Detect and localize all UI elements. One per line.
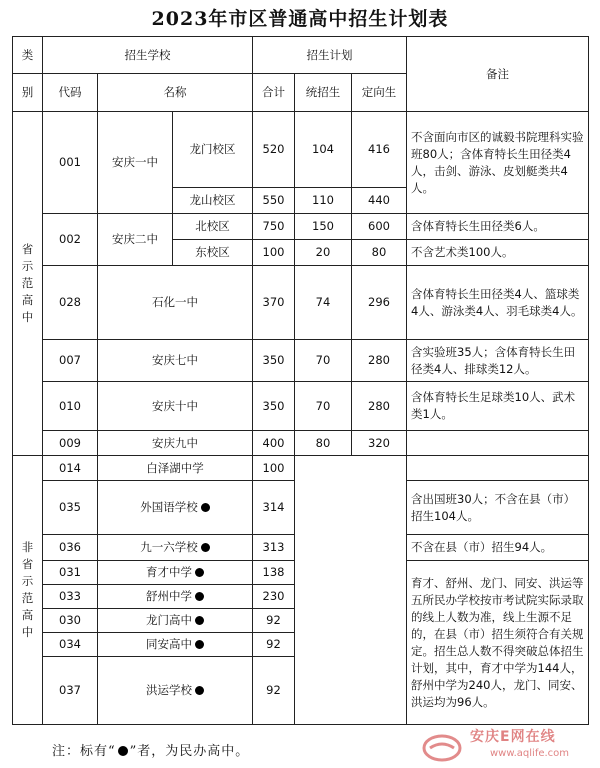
row-total: 92 — [253, 633, 295, 657]
watermark-url: www.aqlife.com — [490, 748, 570, 759]
private-school-marker-icon — [118, 746, 128, 756]
empty-plan-cell — [295, 456, 407, 725]
row-school: 同安高中 — [98, 633, 253, 657]
row-unified: 80 — [295, 431, 352, 456]
row-school: 外国语学校 — [98, 481, 253, 535]
row-code: 028 — [43, 266, 98, 340]
row-code: 009 — [43, 431, 98, 456]
row-code: 037 — [43, 657, 98, 725]
row-directed: 600 — [352, 214, 407, 240]
row-note: 含体育特长生足球类10人、武术类1人。 — [407, 382, 589, 431]
row-unified: 20 — [295, 240, 352, 266]
private-school-marker-icon — [201, 543, 210, 552]
row-school: 石化一中 — [98, 266, 253, 340]
row-code: 014 — [43, 456, 98, 481]
footnote: 注：标有“ ”者，为民办高中。 — [52, 744, 250, 759]
private-school-marker-icon — [195, 592, 204, 601]
table-row — [13, 340, 589, 382]
row-note: 含体育特长生田径类4人、篮球类4人、游泳类4人、羽毛球类4人。 — [407, 266, 589, 340]
row-note — [407, 431, 589, 456]
row-school: 育才中学 — [98, 561, 253, 585]
row-school: 安庆九中 — [98, 431, 253, 456]
row-note: 含实验班35人；含体育特长生田径类4人、排球类12人。 — [407, 340, 589, 382]
private-school-marker-icon — [195, 568, 204, 577]
row-code: 007 — [43, 340, 98, 382]
row-total: 314 — [253, 481, 295, 535]
row-note: 不含艺术类100人。 — [407, 240, 589, 266]
row-unified: 70 — [295, 340, 352, 382]
row-school: 安庆十中 — [98, 382, 253, 431]
row-code: 033 — [43, 585, 98, 609]
enrollment-plan-table — [12, 36, 589, 725]
private-school-marker-icon — [195, 616, 204, 625]
row-note: 含出国班30人；不含在县（市）招生104人。 — [407, 481, 589, 535]
row-campus: 龙山校区 — [173, 188, 253, 214]
row-code: 034 — [43, 633, 98, 657]
row-code: 035 — [43, 481, 98, 535]
row-code: 031 — [43, 561, 98, 585]
row-school: 舒州中学 — [98, 585, 253, 609]
row-unified: 104 — [295, 112, 352, 188]
private-school-marker-icon — [201, 503, 210, 512]
row-code: 036 — [43, 535, 98, 561]
header-category-bottom: 别 — [13, 74, 43, 112]
header-code: 代码 — [43, 74, 98, 112]
row-directed: 280 — [352, 382, 407, 431]
row-total: 92 — [253, 609, 295, 633]
table-row — [13, 266, 589, 340]
header-name: 名称 — [98, 74, 253, 112]
row-school: 安庆一中 — [98, 112, 173, 214]
row-total: 313 — [253, 535, 295, 561]
row-school: 龙门高中 — [98, 609, 253, 633]
private-school-marker-icon — [195, 640, 204, 649]
row-school: 安庆七中 — [98, 340, 253, 382]
row-code: 001 — [43, 112, 98, 214]
header-total: 合计 — [253, 74, 295, 112]
row-total: 138 — [253, 561, 295, 585]
row-note — [407, 456, 589, 481]
row-total: 92 — [253, 657, 295, 725]
row-total: 350 — [253, 340, 295, 382]
header-unified: 统招生 — [295, 74, 352, 112]
category-demo: 省示范高中 — [13, 112, 43, 456]
row-directed: 320 — [352, 431, 407, 456]
row-total: 100 — [253, 456, 295, 481]
row-unified: 150 — [295, 214, 352, 240]
row-total: 550 — [253, 188, 295, 214]
row-school: 安庆二中 — [98, 214, 173, 266]
table-row — [13, 112, 589, 188]
table-row — [13, 382, 589, 431]
row-school: 洪运学校 — [98, 657, 253, 725]
row-total: 100 — [253, 240, 295, 266]
row-code: 010 — [43, 382, 98, 431]
header-plan-group: 招生计划 — [253, 37, 407, 74]
row-campus: 北校区 — [173, 214, 253, 240]
row-directed: 296 — [352, 266, 407, 340]
header-directed: 定向生 — [352, 74, 407, 112]
row-total: 350 — [253, 382, 295, 431]
row-campus: 东校区 — [173, 240, 253, 266]
header-remarks: 备注 — [407, 37, 589, 112]
row-campus: 龙门校区 — [173, 112, 253, 188]
row-directed: 440 — [352, 188, 407, 214]
row-school: 九一六学校 — [98, 535, 253, 561]
row-unified: 74 — [295, 266, 352, 340]
row-total: 370 — [253, 266, 295, 340]
row-code: 030 — [43, 609, 98, 633]
category-nondemo: 非省示范高中 — [13, 456, 43, 725]
row-unified: 70 — [295, 382, 352, 431]
row-total: 520 — [253, 112, 295, 188]
header-category-top: 类 — [13, 37, 43, 74]
row-code: 002 — [43, 214, 98, 266]
row-total: 750 — [253, 214, 295, 240]
header-school-group: 招生学校 — [43, 37, 253, 74]
row-directed: 416 — [352, 112, 407, 188]
row-school: 白泽湖中学 — [98, 456, 253, 481]
private-school-marker-icon — [195, 686, 204, 695]
watermark-site: 安庆E网在线 — [470, 729, 556, 745]
row-directed: 80 — [352, 240, 407, 266]
row-total: 400 — [253, 431, 295, 456]
row-total: 230 — [253, 585, 295, 609]
row-directed: 280 — [352, 340, 407, 382]
page-title: 2023年市区普通高中招生计划表 — [151, 8, 449, 30]
table-row — [13, 431, 589, 456]
row-note: 育才、舒州、龙门、同安、洪运等五所民办学校按市考试院实际录取的线上人数为准，线上生源不足的，在县（市）招生须符合有关规定。招生总人数不得突破总体招生计划，其中，育才中学为144人，舒州中学为240人，龙门、同安、洪运均为96人。 — [407, 561, 589, 725]
row-unified: 110 — [295, 188, 352, 214]
row-note: 不含在县（市）招生94人。 — [407, 535, 589, 561]
row-note: 不含面向市区的诚毅书院理科实验班80人；含体育特长生田径类4人，击剑、游泳、皮划艇类共4人。 — [407, 112, 589, 214]
header-row-top — [13, 37, 589, 74]
table-row — [13, 214, 589, 240]
row-note: 含体育特长生田径类6人。 — [407, 214, 589, 240]
table-row — [13, 456, 589, 481]
